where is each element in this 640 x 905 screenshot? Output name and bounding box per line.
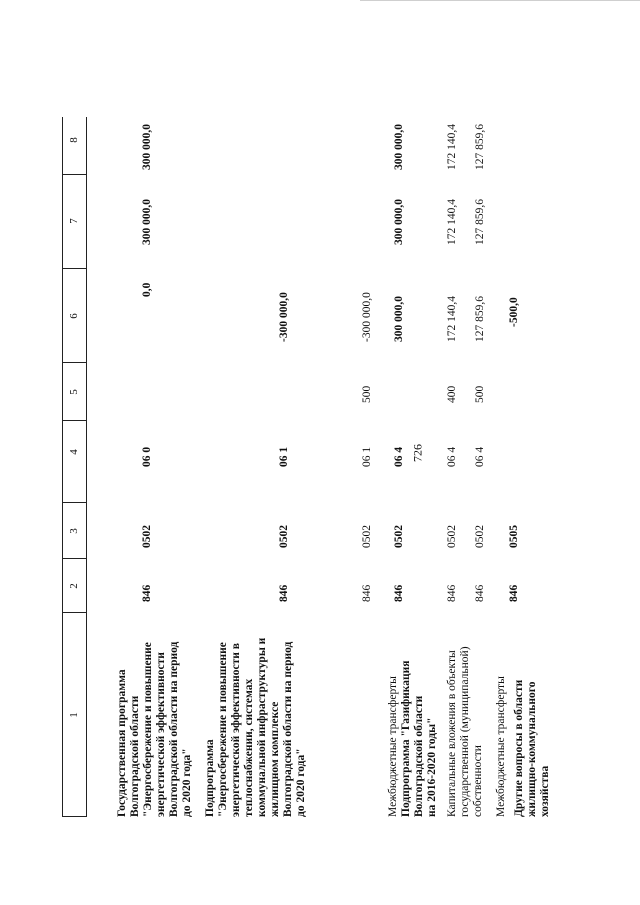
col-number-2: 2: [68, 583, 80, 589]
col-divider-4: [62, 502, 86, 503]
row-col3: 0505: [508, 525, 520, 548]
col-divider-6: [62, 362, 86, 363]
row-col2: 846: [361, 584, 373, 602]
row-name: Подпрограмма "Энергосбережение и повышение энергетической эффективности в теплоснабжении, системах коммунальной инфраструктуры и жилищном комплексе Волгоградской области на период до 2020 года": [204, 637, 307, 817]
row-col2: 846: [474, 584, 486, 602]
row-col2: 846: [446, 584, 458, 602]
page-number: 726: [410, 444, 425, 462]
row-col2: 846: [278, 584, 290, 602]
row-name: Капитальные вложения в объекты государственной (муниципальной) собственности: [446, 646, 484, 817]
row-col4: 06 4: [446, 446, 458, 467]
row-col5: 500: [361, 385, 373, 403]
row-col3: 0502: [474, 525, 486, 548]
col-number-8: 8: [68, 137, 80, 143]
row-col8: 300 000,0: [141, 124, 153, 170]
row-col8: 172 140,4: [446, 124, 458, 170]
row-col6: 0,0: [141, 282, 153, 297]
row-col2: 846: [141, 584, 153, 602]
row-name: Межбюджетные трансферты: [387, 676, 399, 817]
col-divider-2: [62, 612, 86, 613]
row-col8: 300 000,0: [393, 124, 405, 170]
row-name: Подпрограмма "Газификация Волгоградской области на 2016-2020 годы": [400, 660, 438, 817]
row-col6: -500,0: [508, 297, 520, 327]
row-name: Другие вопросы в области жилищно-коммунального хозяйства: [513, 679, 551, 817]
col-divider-7: [62, 268, 86, 269]
col-divider-5: [62, 420, 86, 421]
row-col7: 300 000,0: [393, 199, 405, 245]
row-col4: 06 4: [393, 446, 405, 467]
row-col3: 0502: [141, 525, 153, 548]
row-col6: 172 140,4: [446, 296, 458, 342]
header-bottom-border: [86, 117, 87, 817]
row-col4: 06 1: [361, 446, 373, 467]
col-divider-1: [62, 816, 86, 817]
row-col3: 0502: [278, 525, 290, 548]
row-col7: 172 140,4: [446, 199, 458, 245]
col-divider-8: [62, 174, 86, 175]
row-col6: -300 000,0: [361, 292, 373, 342]
row-col6: 300 000,0: [393, 296, 405, 342]
row-col5: 400: [446, 385, 458, 403]
col-number-1: 1: [68, 712, 80, 718]
row-col2: 846: [508, 584, 520, 602]
col-divider-3: [62, 558, 86, 559]
row-col4: 06 1: [278, 446, 290, 467]
col-number-3: 3: [68, 528, 80, 534]
row-col6: -300 000,0: [278, 292, 290, 342]
row-col8: 127 859,6: [474, 124, 486, 170]
col-number-4: 4: [68, 449, 80, 455]
row-col4: 06 4: [474, 446, 486, 467]
row-col2: 846: [393, 584, 405, 602]
row-col7: 300 000,0: [141, 199, 153, 245]
row-col3: 0502: [446, 525, 458, 548]
row-col7: 127 859,6: [474, 199, 486, 245]
col-number-6: 6: [68, 313, 80, 319]
row-col5: 500: [474, 385, 486, 403]
col-number-7: 7: [68, 218, 80, 224]
row-name: Государственная программа Волгоградской области "Энергосбережение и повышение энергетической эффективности Волгоградской области на период до 2020 года": [116, 641, 193, 817]
col-number-5: 5: [68, 389, 80, 395]
row-col3: 0502: [361, 525, 373, 548]
row-col3: 0502: [393, 525, 405, 548]
row-col6: 127 859,6: [474, 296, 486, 342]
row-name: Межбюджетные трансферты: [495, 676, 507, 817]
table-top-border: [62, 117, 63, 817]
row-col4: 06 0: [141, 446, 153, 467]
